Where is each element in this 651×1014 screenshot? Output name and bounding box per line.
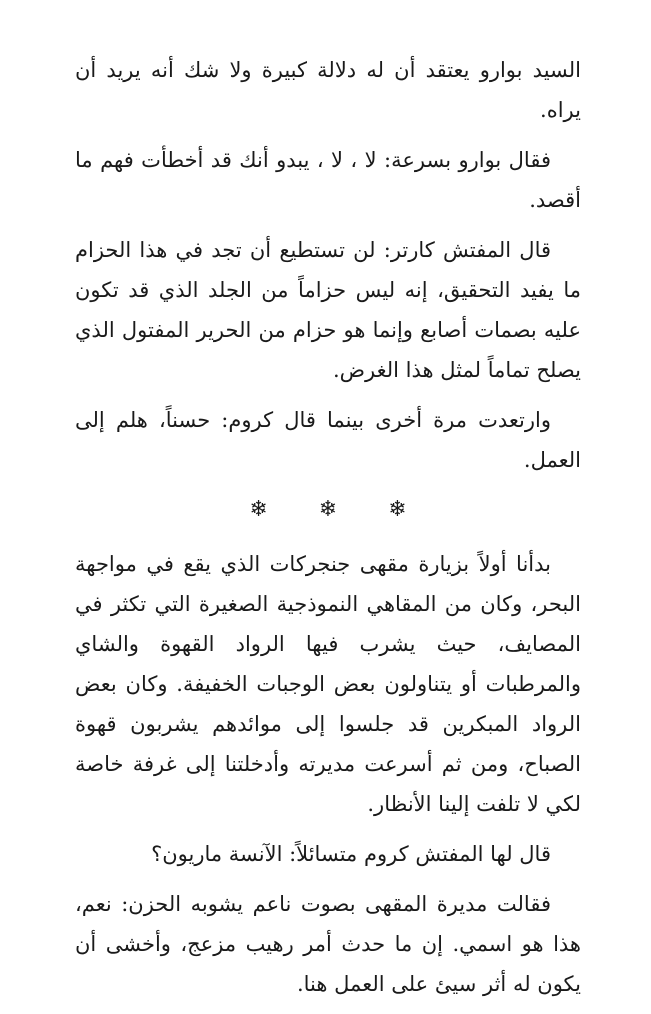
book-page	[75, 50, 581, 1014]
paragraph-poirot-wants-to-see: السيد بوارو يعتقد أن له دلالة كبيرة ولا شك أنه يريد أن يراه.	[75, 58, 581, 122]
paragraph-inspector-question: قال لها المفتش كروم متسائلاً: الآنسة ماريون؟	[151, 842, 551, 866]
section-divider: ❄ ❄ ❄	[249, 497, 429, 522]
paragraph-inspector-carter: قال المفتش كارتر: لن تستطيع أن تجد في هذا الحزام ما يفيد التحقيق، إنه ليس حزاماً من الجلد الذي قد تكون عليه بصمات أصابع وإنما هو حزام من الحرير المفتول الذي يصلح تماماً لمثل هذا الغرض.	[75, 238, 581, 382]
paragraph-poirot-reply: فقال بوارو بسرعة: لا ، لا ، يبدو أنك قد أخطأت فهم ما أقصد.	[75, 148, 581, 212]
paragraph-cafe-visit: بدأنا أولاً بزيارة مقهى جنجركات الذي يقع في مواجهة البحر، وكان من المقاهي النموذجية الصغيرة التي تكثر في المصايف، حيث يشرب فيها الرواد القهوة والشاي والمرطبات أو يتناولون بعض الوجبات الخفيفة. وكان بعض الرواد المبكرين قد جلسوا إلى موائدهم يشربون قهوة الصباح، ومن ثم أسرعت مديرته وأدخلتنا إلى غرفة خاصة لكي لا تلفت إلينا الأنظار.	[75, 552, 581, 816]
paragraph-crome-to-work: وارتعدت مرة أخرى بينما قال كروم: حسناً، هلم إلى العمل.	[75, 408, 581, 472]
paragraph-manager-reply: فقالت مديرة المقهى بصوت ناعم يشوبه الحزن: نعم، هذا هو اسمي. إن ما حدث أمر رهيب مزعج، وأخشى أن يكون له أثر سيئ على العمل هنا.	[75, 892, 581, 996]
